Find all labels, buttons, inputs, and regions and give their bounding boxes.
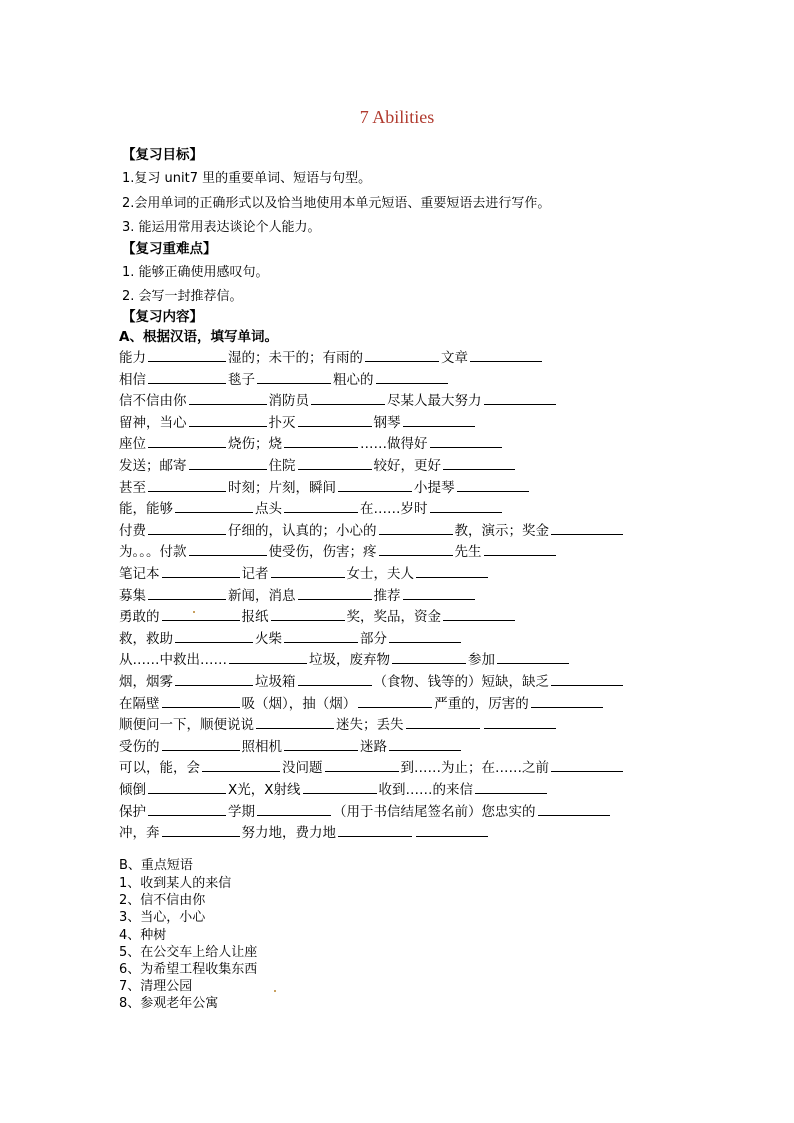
answer-blank[interactable]: [175, 628, 253, 643]
answer-blank[interactable]: [379, 520, 453, 535]
vocab-row: [119, 757, 625, 777]
vocab-prompt: 发送；邮寄: [119, 458, 187, 474]
answer-blank[interactable]: [551, 757, 623, 772]
key-point-item: 1. 能够正确使用感叹句。: [122, 265, 269, 280]
vocab-row: [119, 822, 490, 842]
vocab-prompt: 奖，奖品，资金: [346, 609, 441, 626]
vocab-prompt: 能力: [119, 350, 146, 366]
answer-blank[interactable]: [175, 671, 253, 686]
vocab-row: [119, 736, 463, 756]
answer-blank[interactable]: [284, 628, 358, 643]
answer-blank[interactable]: [189, 455, 267, 470]
vocab-prompt: 顺便问一下，顺便说说: [119, 717, 254, 734]
answer-blank[interactable]: [457, 477, 529, 492]
section-a-title: A、根据汉语，填写单词。: [119, 329, 278, 345]
answer-blank[interactable]: [475, 779, 547, 794]
answer-blank[interactable]: [257, 801, 331, 816]
vocab-row: [119, 369, 450, 389]
phrase-item: 1、收到某人的来信: [119, 876, 232, 891]
vocab-prompt: （用于书信结尾签名前）您忠实的: [333, 803, 536, 820]
answer-blank[interactable]: [416, 822, 488, 837]
goal-item: 2.会用单词的正确形式以及恰当地使用本单元短语、重要短语去进行写作。: [122, 196, 551, 211]
vocab-row: [119, 693, 605, 713]
vocab-prompt: 可以，能，会: [119, 760, 200, 777]
answer-blank[interactable]: [531, 693, 603, 708]
vocab-row: [119, 412, 477, 432]
vocab-prompt: 使受伤，伤害；疼: [268, 544, 377, 561]
answer-blank[interactable]: [229, 649, 307, 664]
vocab-prompt: 烟，烟雾: [119, 674, 173, 690]
answer-blank[interactable]: [271, 606, 345, 621]
vocab-row: [119, 606, 517, 626]
vocab-prompt: 迷路: [360, 738, 387, 755]
vocab-prompt: 没问题: [282, 760, 323, 777]
vocab-prompt: 火柴: [255, 630, 282, 647]
answer-blank[interactable]: [358, 693, 432, 708]
answer-blank[interactable]: [298, 455, 372, 470]
vocab-prompt: 参加: [468, 652, 495, 669]
answer-blank[interactable]: [148, 585, 226, 600]
answer-blank[interactable]: [389, 736, 461, 751]
vocab-prompt: 能，能够: [119, 501, 173, 518]
answer-blank[interactable]: [365, 347, 439, 362]
answer-blank[interactable]: [162, 693, 240, 708]
answer-blank[interactable]: [406, 714, 480, 729]
answer-blank[interactable]: [443, 606, 515, 621]
answer-blank[interactable]: [256, 714, 334, 729]
vocab-prompt: 湿的；未干的；有雨的: [228, 350, 363, 366]
vocab-prompt: X光，X射线: [228, 782, 301, 798]
vocab-prompt: 相信: [119, 371, 146, 388]
key-points-heading: 【复习重难点】: [122, 241, 217, 257]
goal-item: 3. 能运用常用表达谈论个人能力。: [122, 220, 321, 235]
answer-blank[interactable]: [430, 433, 502, 448]
vocab-row: [119, 671, 625, 691]
answer-blank[interactable]: [148, 779, 226, 794]
page-title: 7 Abilities: [359, 107, 435, 127]
answer-blank[interactable]: [148, 520, 226, 535]
vocab-prompt: 付费: [119, 522, 146, 539]
vocab-prompt: 烧伤；烧: [228, 436, 282, 453]
vocab-prompt: 推荐: [373, 587, 401, 604]
vocab-row: [119, 541, 558, 561]
vocab-prompt: 救，救助: [119, 630, 173, 647]
answer-blank[interactable]: [148, 347, 226, 362]
vocab-prompt: 在……岁时: [360, 501, 428, 518]
vocab-prompt: 受伤的: [119, 738, 160, 755]
answer-blank[interactable]: [403, 585, 475, 600]
answer-blank[interactable]: [538, 801, 610, 816]
answer-blank[interactable]: [338, 822, 412, 837]
vocab-prompt: 时刻；片刻，瞬间: [228, 479, 336, 496]
vocab-prompt: 努力地，费力地: [241, 825, 336, 842]
vocab-prompt: 报纸: [241, 609, 269, 626]
vocab-row: [119, 714, 558, 734]
speck: [193, 611, 195, 613]
answer-blank[interactable]: [271, 563, 345, 578]
vocab-prompt: 钢琴: [373, 414, 401, 431]
vocab-prompt: 勇敢的: [119, 609, 160, 626]
vocab-prompt: ……做得好: [360, 436, 428, 453]
answer-blank[interactable]: [284, 433, 358, 448]
key-point-item: 2. 会写一封推荐信。: [122, 289, 243, 304]
section-b-title: B、重点短语: [119, 858, 193, 873]
vocab-prompt: 收到……的来信: [378, 782, 473, 798]
vocab-prompt: 迷失；丢失: [336, 717, 404, 734]
phrase-item: 6、为希望工程收集东西: [119, 962, 258, 977]
vocab-prompt: 仔细的，认真的；小心的: [228, 522, 377, 539]
vocab-prompt: 保护: [119, 803, 146, 820]
vocab-prompt: 座位: [119, 436, 146, 453]
vocab-prompt: 住院: [268, 458, 296, 474]
answer-blank[interactable]: [162, 736, 240, 751]
vocab-prompt: 到……为止；在……之前: [400, 760, 549, 777]
vocab-prompt: 在隔壁: [119, 695, 160, 712]
vocab-prompt: 新闻，消息: [228, 587, 296, 604]
vocab-prompt: 倾倒: [119, 782, 146, 798]
vocab-prompt: 笔记本: [119, 566, 160, 582]
vocab-prompt: 信不信由你: [119, 393, 187, 410]
phrase-item: 8、参观老年公寓: [119, 996, 219, 1012]
vocab-row: [119, 585, 477, 605]
vocab-prompt: 消防员: [268, 393, 309, 410]
vocab-prompt: 粗心的: [333, 371, 374, 388]
answer-blank[interactable]: [325, 757, 399, 772]
answer-blank[interactable]: [162, 563, 240, 578]
answer-blank[interactable]: [389, 628, 461, 643]
vocab-prompt: 学期: [228, 803, 255, 820]
answer-blank[interactable]: [484, 541, 556, 556]
answer-blank[interactable]: [430, 498, 502, 513]
answer-blank[interactable]: [470, 347, 542, 362]
goals-heading: 【复习目标】: [122, 147, 203, 163]
vocab-prompt: 教，演示；奖金: [454, 522, 549, 539]
vocab-prompt: 从……中救出……: [119, 652, 227, 669]
vocab-prompt: 照相机: [241, 738, 282, 755]
vocab-row: [119, 477, 531, 497]
vocab-prompt: （食物、钱等的）短缺，缺乏: [373, 674, 549, 690]
answer-blank[interactable]: [298, 412, 372, 427]
answer-blank[interactable]: [443, 455, 515, 470]
vocab-prompt: 甚至: [119, 479, 146, 496]
speck: [274, 990, 276, 992]
content-heading: 【复习内容】: [122, 309, 203, 325]
vocab-row: [119, 779, 549, 799]
answer-blank[interactable]: [551, 671, 623, 686]
answer-blank[interactable]: [416, 563, 488, 578]
answer-blank[interactable]: [257, 369, 331, 384]
answer-blank[interactable]: [189, 412, 267, 427]
vocab-prompt: 部分: [360, 630, 387, 647]
phrase-item: 2、信不信由你: [119, 893, 206, 909]
vocab-prompt: 先生: [454, 544, 482, 561]
answer-blank[interactable]: [284, 736, 358, 751]
vocab-prompt: 吸（烟），抽（烟）: [241, 695, 357, 712]
answer-blank[interactable]: [376, 369, 448, 384]
answer-blank[interactable]: [189, 541, 267, 556]
vocab-row: [119, 433, 504, 453]
answer-blank[interactable]: [148, 801, 226, 816]
answer-blank[interactable]: [175, 498, 253, 513]
answer-blank[interactable]: [162, 822, 240, 837]
vocab-prompt: 点头: [255, 501, 282, 518]
answer-blank[interactable]: [403, 412, 475, 427]
vocab-row: [119, 520, 625, 540]
answer-blank[interactable]: [392, 649, 466, 664]
answer-blank[interactable]: [379, 541, 453, 556]
phrase-item: 4、种树: [119, 927, 167, 943]
goal-item: 1.复习 unit7 里的重要单词、短语与句型。: [122, 171, 372, 186]
vocab-row: [119, 347, 544, 367]
vocab-prompt: 较好，更好: [373, 458, 441, 474]
answer-blank[interactable]: [484, 390, 556, 405]
phrase-item: 5、在公交车上给人让座: [119, 944, 258, 960]
vocab-prompt: 严重的，厉害的: [434, 695, 529, 712]
answer-blank[interactable]: [298, 585, 372, 600]
vocab-prompt: 募集: [119, 587, 146, 604]
vocab-prompt: 记者: [241, 566, 269, 582]
vocab-prompt: 为。。。付款: [119, 544, 187, 561]
vocab-prompt: 垃圾，废弃物: [309, 652, 390, 669]
answer-blank[interactable]: [284, 498, 358, 513]
answer-blank[interactable]: [202, 757, 280, 772]
answer-blank[interactable]: [148, 477, 226, 492]
answer-blank[interactable]: [162, 606, 240, 621]
answer-blank[interactable]: [484, 714, 556, 729]
vocab-row: [119, 498, 504, 518]
vocab-row: [119, 628, 463, 648]
answer-blank[interactable]: [148, 369, 226, 384]
vocab-prompt: 冲，奔: [119, 825, 160, 842]
answer-blank[interactable]: [189, 390, 267, 405]
vocab-prompt: 女士，夫人: [346, 566, 414, 582]
answer-blank[interactable]: [311, 390, 385, 405]
answer-blank[interactable]: [551, 520, 623, 535]
answer-blank[interactable]: [338, 477, 412, 492]
phrase-item: 7、清理公园: [119, 979, 193, 995]
vocab-row: [119, 455, 517, 475]
vocab-prompt: 小提琴: [414, 479, 455, 496]
answer-blank[interactable]: [298, 671, 372, 686]
vocab-prompt: 垃圾箱: [255, 674, 296, 690]
answer-blank[interactable]: [497, 649, 569, 664]
phrase-item: 3、当心，小心: [119, 910, 206, 926]
vocab-prompt: 文章: [441, 350, 468, 366]
vocab-row: [119, 801, 612, 821]
vocab-prompt: 毯子: [228, 371, 255, 388]
vocab-row: [119, 563, 490, 583]
answer-blank[interactable]: [303, 779, 377, 794]
vocab-prompt: 扑灭: [268, 414, 296, 431]
vocab-row: [119, 390, 558, 410]
vocab-row: [119, 649, 571, 669]
vocab-prompt: 尽某人最大努力: [387, 393, 482, 410]
answer-blank[interactable]: [148, 433, 226, 448]
vocab-prompt: 留神，当心: [119, 414, 187, 431]
